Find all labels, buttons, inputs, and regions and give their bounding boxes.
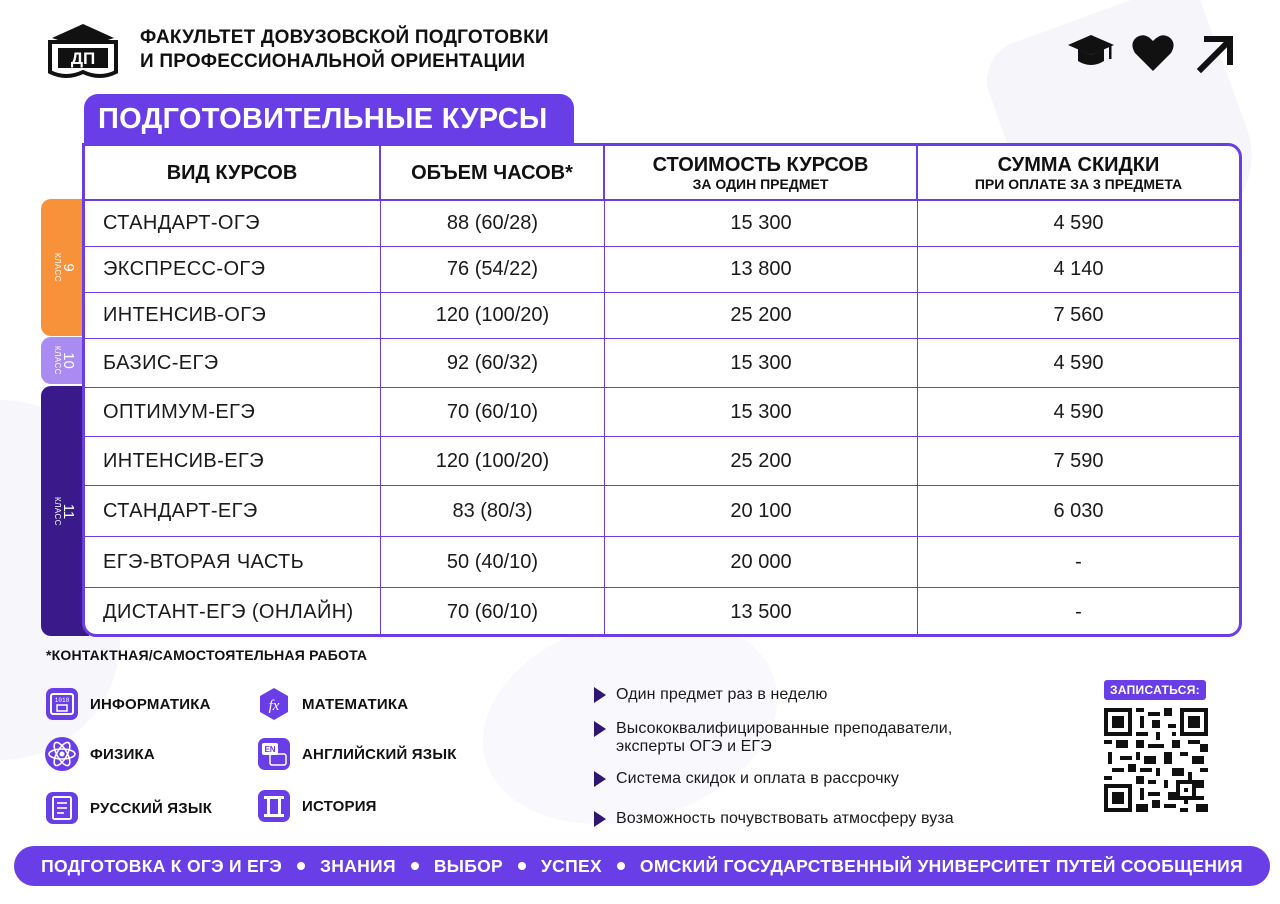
svg-text:1010: 1010	[54, 697, 70, 704]
cell-hours: 88 (60/28)	[381, 201, 605, 246]
speech-bubble-en-icon	[256, 736, 292, 772]
list-item	[594, 720, 952, 756]
table-row	[85, 293, 1239, 339]
grade-word: КЛАСС	[53, 345, 63, 376]
cell-discount: -	[1075, 550, 1082, 573]
benefit-text: Система скидок и оплата в рассрочку	[616, 770, 900, 787]
section-title: ПОДГОТОВИТЕЛЬНЫЕ КУРСЫ	[84, 94, 574, 144]
banner-item: ВЫБОР	[433, 855, 503, 876]
cell-price: 13 800	[605, 247, 918, 292]
table-row	[85, 339, 1239, 388]
cell-discount: 6 030	[1053, 499, 1104, 522]
subject-item	[44, 736, 155, 772]
banner-item: УСПЕХ	[540, 855, 602, 876]
banner-item: ОМСКИЙ ГОСУДАРСТВЕННЫЙ УНИВЕРСИТЕТ ПУТЕЙ СООБЩЕНИЯ	[639, 855, 1243, 876]
cell-discount: 7 560	[1053, 304, 1104, 326]
subject-name: МАТЕМАТИКА	[302, 695, 409, 713]
cell-discount: 4 140	[1053, 258, 1104, 280]
cell-course-name: СТАНДАРТ-ЕГЭ	[85, 486, 381, 536]
courses-table	[82, 143, 1242, 637]
list-item	[594, 686, 828, 704]
subject-item	[256, 788, 377, 824]
cell-course-name: ДИСТАНТ-ЕГЭ (ОНЛАЙН)	[85, 588, 381, 636]
triangle-bullet-icon	[594, 721, 606, 737]
bottom-banner	[14, 846, 1270, 886]
subject-item	[256, 736, 457, 772]
faculty-name-line1: ФАКУЛЬТЕТ ДОВУЗОВСКОЙ ПОДГОТОВКИ	[140, 27, 549, 48]
cell-discount: 7 590	[1053, 449, 1104, 472]
benefit-text	[616, 720, 952, 756]
cell-hours: 120 (100/20)	[381, 293, 605, 338]
graduation-cap-icon	[1066, 30, 1116, 76]
table-row	[85, 201, 1239, 247]
benefit-text: Возможность почувствовать атмосферу вуза	[616, 810, 954, 827]
cell-hours: 50 (40/10)	[381, 537, 605, 587]
cell-discount: -	[1075, 600, 1082, 623]
cell-course-name: ИНТЕНСИВ-ОГЭ	[85, 293, 381, 338]
triangle-bullet-icon	[594, 687, 606, 703]
dot-separator-icon	[518, 862, 526, 870]
faculty-logo	[44, 18, 122, 82]
cell-price: 15 300	[605, 339, 918, 387]
table-header	[85, 146, 1239, 201]
table-row	[85, 588, 1239, 636]
grade-number: 10	[60, 352, 78, 369]
dot-separator-icon	[297, 862, 305, 870]
cell-hours: 70 (60/10)	[381, 588, 605, 636]
function-fx-icon	[256, 686, 292, 722]
subjects-list	[44, 684, 484, 834]
grade-word: КЛАСС	[53, 252, 63, 283]
cell-price: 25 200	[605, 437, 918, 485]
table-row	[85, 486, 1239, 537]
benefit-text-line2: эксперты ОГЭ и ЕГЭ	[616, 738, 772, 755]
faculty-name-line2: И ПРОФЕССИОНАЛЬНОЙ ОРИЕНТАЦИИ	[140, 51, 526, 72]
svg-text:EN: EN	[264, 745, 276, 754]
cell-course-name: ЕГЭ-ВТОРАЯ ЧАСТЬ	[85, 537, 381, 587]
grade-number: 9	[60, 263, 78, 272]
heart-icon	[1128, 30, 1178, 76]
cell-price: 15 300	[605, 388, 918, 436]
cell-course-name: ЭКСПРЕСС-ОГЭ	[85, 247, 381, 292]
benefit-text: Один предмет раз в неделю	[616, 686, 828, 703]
dot-separator-icon	[411, 862, 419, 870]
subject-name: АНГЛИЙСКИЙ ЯЗЫК	[302, 745, 457, 763]
cell-discount: 4 590	[1053, 351, 1104, 374]
table-row	[85, 247, 1239, 293]
grade-word: КЛАСС	[53, 496, 63, 526]
subject-name: РУССКИЙ ЯЗЫК	[90, 799, 213, 817]
column-header-hours: ОБЪЕМ ЧАСОВ*	[381, 146, 605, 199]
cell-course-name: ИНТЕНСИВ-ЕГЭ	[85, 437, 381, 485]
cell-hours: 120 (100/20)	[381, 437, 605, 485]
column-icon	[256, 788, 292, 824]
cell-price: 25 200	[605, 293, 918, 338]
cell-course-name: СТАНДАРТ-ОГЭ	[85, 201, 381, 246]
banner-item: ПОДГОТОВКА К ОГЭ И ЕГЭ	[41, 855, 282, 876]
column-header-price: СТОИМОСТЬ КУРСОВ ЗА ОДИН ПРЕДМЕТ	[605, 146, 918, 199]
notebook-icon	[44, 790, 80, 826]
cell-hours: 83 (80/3)	[381, 486, 605, 536]
triangle-bullet-icon	[594, 771, 606, 787]
subject-item	[256, 686, 408, 722]
table-row	[85, 537, 1239, 588]
cell-price: 13 500	[605, 588, 918, 636]
cell-discount: 4 590	[1053, 400, 1104, 423]
arrow-up-right-icon	[1190, 30, 1240, 76]
cell-price: 20 100	[605, 486, 918, 536]
benefit-text-line1: Высококвалифицированные преподаватели,	[616, 720, 953, 737]
cell-hours: 76 (54/22)	[381, 247, 605, 292]
triangle-bullet-icon	[594, 811, 606, 827]
header	[44, 18, 549, 82]
header-icons	[1066, 30, 1240, 76]
cell-course-name: БАЗИС-ЕГЭ	[85, 339, 381, 387]
banner-item: ЗНАНИЯ	[319, 855, 396, 876]
cell-price: 15 300	[605, 201, 918, 246]
table-row	[85, 388, 1239, 437]
list-item	[594, 770, 899, 788]
logo-text: ДП	[70, 49, 96, 68]
subject-name: ФИЗИКА	[90, 745, 155, 763]
column-header-discount: СУММА СКИДКИ ПРИ ОПЛАТЕ ЗА 3 ПРЕДМЕТА	[974, 153, 1183, 192]
table-row	[85, 437, 1239, 486]
computer-icon	[44, 686, 80, 722]
cell-price: 20 000	[605, 537, 918, 587]
faculty-name	[140, 26, 549, 74]
dot-separator-icon	[617, 862, 625, 870]
footnote: *КОНТАКТНАЯ/САМОСТОЯТЕЛЬНАЯ РАБОТА	[46, 647, 368, 663]
svg-text:fx: fx	[268, 698, 280, 714]
cell-hours: 70 (60/10)	[381, 388, 605, 436]
grade-number: 11	[60, 503, 78, 519]
list-item	[594, 810, 954, 828]
cell-course-name: ОПТИМУМ-ЕГЭ	[85, 388, 381, 436]
qr-code[interactable]	[1104, 708, 1208, 812]
cell-hours: 92 (60/32)	[381, 339, 605, 387]
subject-item	[44, 790, 212, 826]
cell-discount: 4 590	[1053, 212, 1104, 234]
atom-icon	[44, 736, 80, 772]
signup-label: ЗАПИСАТЬСЯ:	[1104, 680, 1206, 700]
subject-name: ИСТОРИЯ	[302, 797, 377, 815]
subject-name: ИНФОРМАТИКА	[90, 695, 211, 713]
subject-item	[44, 686, 211, 722]
column-header-course-type: ВИД КУРСОВ	[85, 146, 381, 199]
